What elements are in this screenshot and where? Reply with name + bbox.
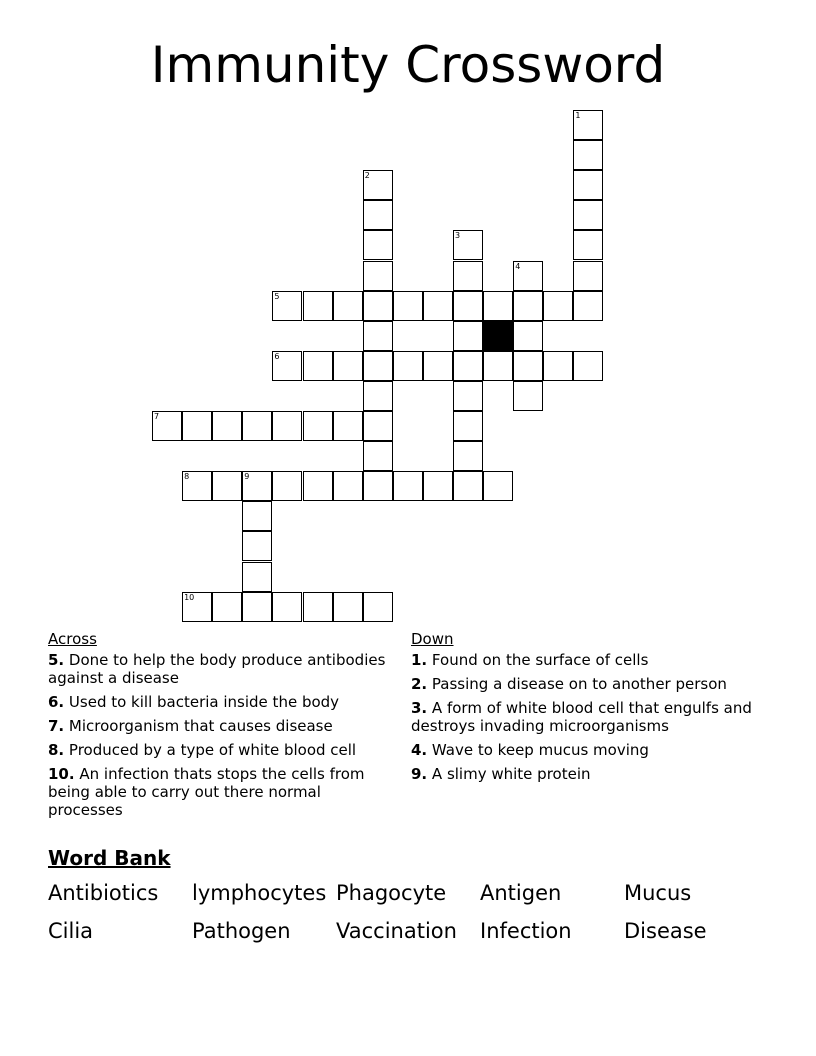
across-heading: Across bbox=[48, 630, 97, 648]
word-bank-item: Vaccination bbox=[336, 919, 457, 943]
crossword-cell[interactable] bbox=[423, 351, 453, 381]
clue-number: 10. bbox=[48, 765, 75, 783]
word-bank-item: Antibiotics bbox=[48, 881, 159, 905]
page-title: Immunity Crossword bbox=[150, 36, 666, 94]
crossword-cell[interactable] bbox=[573, 261, 603, 291]
down-clue bbox=[411, 651, 771, 669]
crossword-cell[interactable] bbox=[363, 200, 393, 230]
across-clues bbox=[48, 630, 400, 825]
crossword-cell[interactable] bbox=[212, 411, 242, 441]
crossword-cell[interactable] bbox=[453, 291, 483, 321]
crossword-cell[interactable] bbox=[573, 351, 603, 381]
clue-number-label: 9 bbox=[244, 472, 250, 482]
clue-text: Microorganism that causes disease bbox=[68, 717, 333, 735]
clue-text: A slimy white protein bbox=[431, 765, 591, 783]
word-bank-item: Cilia bbox=[48, 919, 94, 943]
clue-text: Done to help the body produce antibodies against a disease bbox=[48, 651, 386, 687]
crossword-cell[interactable] bbox=[513, 381, 543, 411]
clue-text: Produced by a type of white blood cell bbox=[68, 741, 357, 759]
crossword-cell[interactable] bbox=[272, 291, 302, 321]
crossword-cell[interactable] bbox=[242, 562, 272, 592]
word-bank-item: lymphocytes bbox=[192, 881, 327, 905]
crossword-cell[interactable] bbox=[363, 351, 393, 381]
crossword-cell[interactable] bbox=[363, 471, 393, 501]
clue-number-label: 4 bbox=[515, 261, 521, 271]
clue-number-label: 5 bbox=[274, 291, 280, 301]
clue-number-label: 7 bbox=[154, 412, 160, 421]
clue-number: 9. bbox=[411, 765, 428, 783]
word-bank-item: Pathogen bbox=[192, 919, 291, 943]
clue-number: 7. bbox=[48, 717, 65, 735]
crossword-cell[interactable] bbox=[453, 471, 483, 501]
crossword-cell[interactable] bbox=[303, 471, 333, 501]
crossword-cell[interactable] bbox=[242, 592, 272, 622]
clue-number: 1. bbox=[411, 651, 428, 669]
crossword-cell[interactable] bbox=[363, 261, 393, 291]
clue-number: 8. bbox=[48, 741, 65, 759]
crossword-cell[interactable] bbox=[212, 471, 242, 501]
crossword-cell[interactable] bbox=[363, 411, 393, 441]
down-clue bbox=[411, 699, 771, 735]
crossword-cell[interactable] bbox=[483, 291, 513, 321]
clue-number-label: 3 bbox=[455, 231, 461, 241]
crossword-cell[interactable] bbox=[363, 321, 393, 351]
crossword-cell[interactable] bbox=[573, 170, 603, 200]
clue-text: A form of white blood cell that engulfs and destroys invading microorganisms bbox=[411, 699, 752, 735]
crossword-cell[interactable] bbox=[453, 351, 483, 381]
crossword-cell[interactable] bbox=[333, 411, 363, 441]
clue-number-label: 10 bbox=[184, 592, 195, 602]
word-bank-heading: Word Bank bbox=[48, 846, 171, 870]
crossword-cell[interactable] bbox=[513, 291, 543, 321]
crossword-cell[interactable] bbox=[333, 351, 363, 381]
crossword-cell[interactable] bbox=[333, 471, 363, 501]
crossword-cell[interactable] bbox=[453, 321, 483, 351]
crossword-cell[interactable] bbox=[453, 411, 483, 441]
word-bank-item: Infection bbox=[480, 919, 572, 943]
across-clue bbox=[48, 651, 400, 687]
down-clues bbox=[411, 630, 771, 789]
black-cell bbox=[483, 321, 513, 351]
clue-number-label: 8 bbox=[184, 472, 190, 482]
clue-text: Wave to keep mucus moving bbox=[431, 741, 649, 759]
crossword-cell[interactable] bbox=[182, 411, 212, 441]
clue-number-label: 2 bbox=[364, 171, 370, 181]
across-clue bbox=[48, 717, 400, 735]
clue-number: 5. bbox=[48, 651, 65, 669]
word-bank-item: Antigen bbox=[480, 881, 562, 905]
clue-number-label: 1 bbox=[575, 111, 581, 120]
crossword-cell[interactable] bbox=[242, 501, 272, 531]
crossword-cell[interactable] bbox=[303, 411, 333, 441]
crossword-cell[interactable] bbox=[423, 291, 453, 321]
clue-text: Found on the surface of cells bbox=[431, 651, 649, 669]
crossword-cell[interactable] bbox=[573, 110, 603, 140]
word-bank-item: Disease bbox=[624, 919, 707, 943]
crossword-cell[interactable] bbox=[363, 441, 393, 471]
crossword-cell[interactable] bbox=[483, 351, 513, 381]
clue-text: An infection thats stops the cells from being able to carry out there normal processes bbox=[48, 765, 365, 819]
crossword-cell[interactable] bbox=[242, 471, 272, 501]
clue-text: Used to kill bacteria inside the body bbox=[68, 693, 340, 711]
crossword-cell[interactable] bbox=[453, 261, 483, 291]
crossword-cell[interactable] bbox=[363, 381, 393, 411]
crossword-cell[interactable] bbox=[303, 351, 333, 381]
crossword-cell[interactable] bbox=[272, 471, 302, 501]
clue-number-label: 6 bbox=[274, 351, 280, 361]
crossword-cell[interactable] bbox=[513, 351, 543, 381]
crossword-cell[interactable] bbox=[363, 291, 393, 321]
crossword-cell[interactable] bbox=[363, 592, 393, 622]
clue-number: 6. bbox=[48, 693, 65, 711]
crossword-cell[interactable] bbox=[182, 471, 212, 501]
crossword-cell[interactable] bbox=[393, 471, 423, 501]
crossword-cell[interactable] bbox=[483, 471, 513, 501]
crossword-cell[interactable] bbox=[423, 471, 453, 501]
crossword-cell[interactable] bbox=[573, 200, 603, 230]
down-clue bbox=[411, 675, 771, 693]
crossword-cell[interactable] bbox=[272, 351, 302, 381]
crossword-cell[interactable] bbox=[543, 291, 573, 321]
clue-number: 3. bbox=[411, 699, 428, 717]
down-clue bbox=[411, 741, 771, 759]
crossword-cell[interactable] bbox=[573, 291, 603, 321]
crossword-cell[interactable] bbox=[393, 351, 423, 381]
crossword-cell[interactable] bbox=[242, 531, 272, 561]
crossword-cell[interactable] bbox=[272, 411, 302, 441]
crossword-cell[interactable] bbox=[212, 592, 242, 622]
crossword-cell[interactable] bbox=[333, 592, 363, 622]
crossword-cell[interactable] bbox=[152, 411, 182, 441]
clue-number: 2. bbox=[411, 675, 428, 693]
crossword-cell[interactable] bbox=[453, 381, 483, 411]
clue-text: Passing a disease on to another person bbox=[431, 675, 727, 693]
crossword-cell[interactable] bbox=[393, 291, 423, 321]
crossword-cell[interactable] bbox=[453, 230, 483, 260]
crossword-cell[interactable] bbox=[573, 140, 603, 170]
down-heading: Down bbox=[411, 630, 454, 648]
crossword-cell[interactable] bbox=[272, 592, 302, 622]
crossword-cell[interactable] bbox=[363, 230, 393, 260]
crossword-cell[interactable] bbox=[363, 170, 393, 200]
crossword-cell[interactable] bbox=[453, 441, 483, 471]
down-clue bbox=[411, 765, 771, 783]
crossword-cell[interactable] bbox=[333, 291, 363, 321]
crossword-cell[interactable] bbox=[182, 592, 212, 622]
crossword-cell[interactable] bbox=[573, 230, 603, 260]
across-clue bbox=[48, 741, 400, 759]
crossword-cell[interactable] bbox=[513, 261, 543, 291]
clue-number: 4. bbox=[411, 741, 428, 759]
crossword-cell[interactable] bbox=[303, 291, 333, 321]
crossword-cell[interactable] bbox=[513, 321, 543, 351]
across-clue bbox=[48, 693, 400, 711]
across-clue bbox=[48, 765, 400, 819]
word-bank-item: Mucus bbox=[624, 881, 692, 905]
crossword-cell[interactable] bbox=[242, 411, 272, 441]
word-bank-item: Phagocyte bbox=[336, 881, 447, 905]
crossword-cell[interactable] bbox=[543, 351, 573, 381]
crossword-cell[interactable] bbox=[303, 592, 333, 622]
